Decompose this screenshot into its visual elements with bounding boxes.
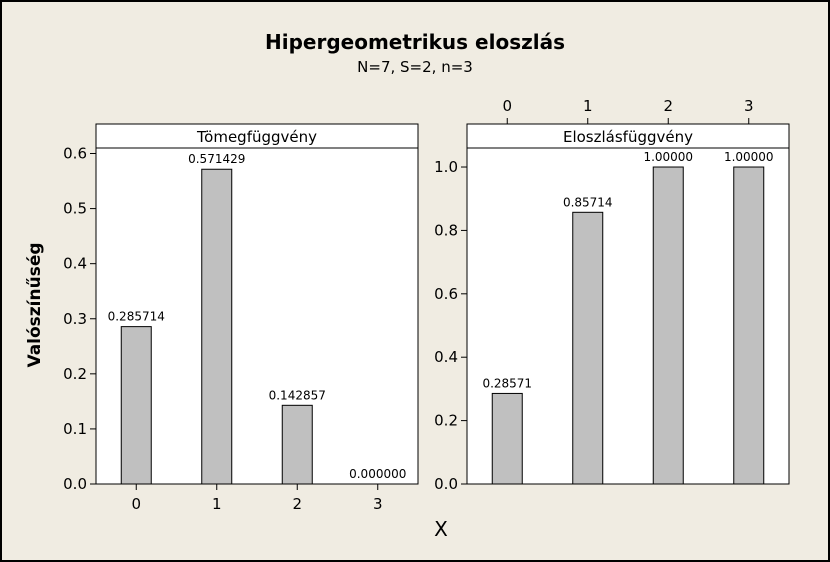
chart-title: Hipergeometrikus eloszlás: [264, 30, 566, 54]
pmf-data-label: 0.142857: [268, 388, 326, 403]
pmf-bar: [202, 169, 232, 484]
pmf-ytick-label: 0.5: [63, 199, 87, 218]
cdf-xtick-label: 0: [502, 97, 513, 115]
pmf-ytick-label: 0.6: [63, 144, 87, 163]
pmf-xtick-label: 3: [372, 495, 383, 513]
cdf-ytick-label: 1.0: [434, 158, 458, 177]
pmf-bar: [121, 327, 151, 484]
cdf-panel-title: Eloszlásfüggvény: [562, 128, 694, 146]
cdf-xtick-label: 1: [582, 97, 593, 115]
pmf-data-label: 0.571429: [188, 152, 246, 167]
cdf-bar: [492, 393, 522, 484]
cdf-data-label: 1.00000: [723, 150, 774, 165]
cdf-xtick-label: 2: [663, 97, 674, 115]
pmf-xtick-label: 2: [292, 495, 303, 513]
pmf-data-label: 0.000000: [349, 467, 407, 481]
cdf-bar: [734, 167, 764, 484]
pmf-data-label: 0.285714: [107, 309, 165, 324]
cdf-xtick-label: 3: [743, 97, 754, 115]
pmf-xtick-label: 1: [211, 495, 222, 513]
cdf-data-label: 0.28571: [482, 376, 533, 391]
cdf-bar: [573, 212, 603, 484]
cdf-ytick-label: 0.6: [434, 284, 458, 303]
pmf-ytick-label: 0.4: [63, 254, 87, 273]
cdf-data-label: 0.85714: [562, 195, 613, 210]
cdf-ytick-label: 0.4: [434, 348, 458, 367]
chart-subtitle: N=7, S=2, n=3: [357, 58, 473, 76]
cdf-ytick-label: 0.8: [434, 221, 458, 240]
cdf-data-label: 1.00000: [643, 150, 694, 165]
cdf-ytick-label: 0.0: [434, 475, 458, 493]
pmf-bar: [282, 405, 312, 484]
pmf-xtick-label: 0: [131, 495, 142, 513]
pmf-ytick-label: 0.2: [63, 364, 87, 383]
pmf-ytick-label: 0.3: [63, 309, 87, 328]
x-axis-label: X: [434, 517, 448, 541]
panels: [63, 97, 789, 513]
pmf-panel-title: Tömegfüggvény: [196, 128, 318, 146]
pmf-ytick-label: 0.1: [63, 419, 87, 438]
y-axis-label: Valószínűség: [25, 242, 45, 368]
cdf-bar: [653, 167, 683, 484]
cdf-ytick-label: 0.2: [434, 411, 458, 430]
pmf-ytick-label: 0.0: [63, 475, 87, 493]
